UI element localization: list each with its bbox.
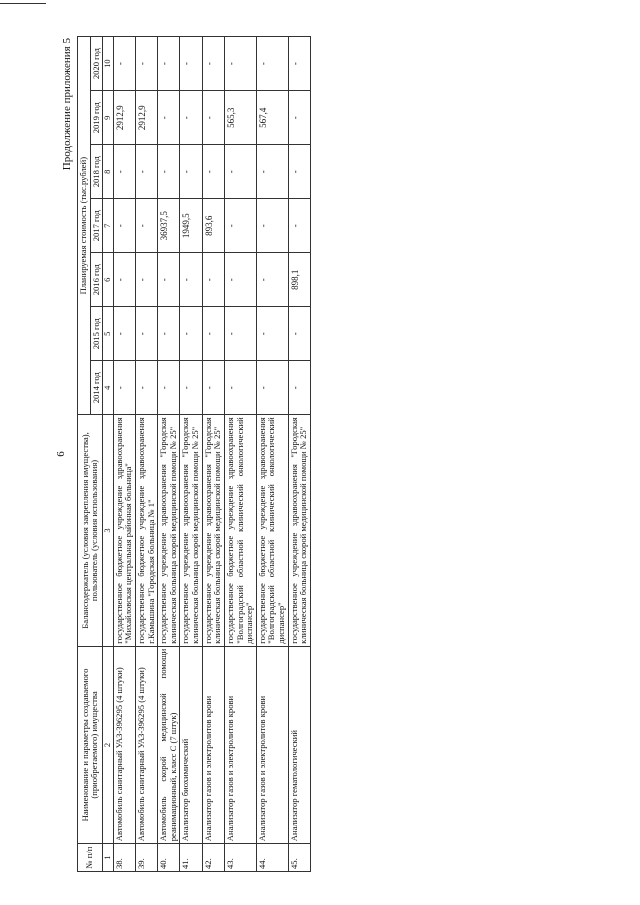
- row-number: 43.: [224, 844, 256, 872]
- cost-2019: 565,3: [224, 91, 256, 145]
- cost-2017: -: [288, 199, 310, 253]
- cost-2019: 2912,9: [135, 91, 157, 145]
- column-index: 8: [103, 145, 113, 199]
- holder-name: государственное учреждение здравоохранения "Городская клиническая больница скорой медицинской помощи № 25": [288, 415, 310, 646]
- row-number: 39.: [135, 844, 157, 872]
- header-year: 2018 год: [90, 145, 103, 199]
- table-row: [113, 37, 135, 872]
- cost-2018: -: [113, 145, 135, 199]
- cost-2018: -: [135, 145, 157, 199]
- top-rule: [0, 3, 46, 4]
- cost-2014: -: [288, 361, 310, 415]
- header-year: 2015 год: [90, 307, 103, 361]
- cost-2018: -: [180, 145, 202, 199]
- row-number: 45.: [288, 844, 310, 872]
- cost-2020: -: [256, 37, 288, 91]
- item-name: Автомобиль скорой медицинской помощи реанимационный, класс С (7 штук): [158, 646, 180, 844]
- continuation-label: Продолжение приложения 5: [61, 38, 73, 171]
- table-row: [256, 37, 288, 872]
- row-number: 38.: [113, 844, 135, 872]
- cost-2018: -: [158, 145, 180, 199]
- cost-2019: -: [158, 91, 180, 145]
- cost-2015: -: [224, 307, 256, 361]
- item-name: Анализатор газов и электролитов крови: [202, 646, 224, 844]
- cost-2020: -: [180, 37, 202, 91]
- column-index: 2: [103, 646, 113, 844]
- cost-2016: -: [158, 253, 180, 307]
- cost-2015: -: [113, 307, 135, 361]
- holder-name: государственное учреждение здравоохранения "Городская клиническая больница скорой медицинской помощи № 25": [180, 415, 202, 646]
- cost-2016: 898,1: [288, 253, 310, 307]
- cost-2020: -: [202, 37, 224, 91]
- item-name: Анализатор гематологический: [288, 646, 310, 844]
- cost-2017: 1949,5: [180, 199, 202, 253]
- item-name: Автомобиль санитарный УАЗ-396295 (4 штуки): [113, 646, 135, 844]
- holder-name: государственное учреждение здравоохранения "Городская клиническая больница скорой медицинской помощи № 25": [202, 415, 224, 646]
- cost-2016: -: [135, 253, 157, 307]
- item-name: Автомобиль санитарный УАЗ-396295 (4 штуки): [135, 646, 157, 844]
- cost-2015: -: [202, 307, 224, 361]
- cost-2015: -: [288, 307, 310, 361]
- cost-2014: -: [224, 361, 256, 415]
- column-index: 4: [103, 361, 113, 415]
- holder-name: государственное бюджетное учреждение здравоохранения "Волгоградский областной клинический онкологический диспансер": [256, 415, 288, 646]
- cost-2019: -: [202, 91, 224, 145]
- table-row: [288, 37, 310, 872]
- cost-2018: -: [256, 145, 288, 199]
- cost-2015: -: [180, 307, 202, 361]
- row-number: 42.: [202, 844, 224, 872]
- page-number: 6: [55, 451, 67, 457]
- cost-2015: -: [135, 307, 157, 361]
- header-year: 2019 год: [90, 91, 103, 145]
- row-number: 44.: [256, 844, 288, 872]
- cost-2016: -: [224, 253, 256, 307]
- column-index: 9: [103, 91, 113, 145]
- column-index: 6: [103, 253, 113, 307]
- rotated-page: [55, 34, 635, 874]
- cost-2019: -: [180, 91, 202, 145]
- cost-2020: -: [288, 37, 310, 91]
- cost-2017: -: [256, 199, 288, 253]
- holder-name: государственное учреждение здравоохранения "Городская клиническая больница скорой медицинской помощи № 25": [158, 415, 180, 646]
- cost-2017: -: [135, 199, 157, 253]
- cost-2017: 36937,5: [158, 199, 180, 253]
- holder-name: государственное бюджетное учреждение здравоохранения "Волгоградский областной клинический онкологический диспансер": [224, 415, 256, 646]
- cost-2018: -: [288, 145, 310, 199]
- property-table: [77, 36, 311, 872]
- item-name: Анализатор газов и электролитов крови: [256, 646, 288, 844]
- header-year: 2016 год: [90, 253, 103, 307]
- cost-2016: -: [180, 253, 202, 307]
- cost-2014: -: [158, 361, 180, 415]
- cost-2014: -: [180, 361, 202, 415]
- cost-2020: -: [224, 37, 256, 91]
- header-cost-group: Планируемая стоимость (тыс.рублей): [78, 37, 91, 415]
- header-row: [78, 37, 91, 872]
- cost-2017: -: [113, 199, 135, 253]
- cost-2015: -: [158, 307, 180, 361]
- header-name: Наименование и параметры создаваемого (приобретаемого) имущества: [78, 646, 103, 844]
- cost-2019: 2912,9: [113, 91, 135, 145]
- cost-2020: -: [158, 37, 180, 91]
- table-row: [180, 37, 202, 872]
- cost-2016: -: [113, 253, 135, 307]
- row-number: 40.: [158, 844, 180, 872]
- header-year: 2020 год: [90, 37, 103, 91]
- row-number: 41.: [180, 844, 202, 872]
- cost-2016: -: [256, 253, 288, 307]
- column-index: 10: [103, 37, 113, 91]
- table-row: [202, 37, 224, 872]
- column-index: 3: [103, 415, 113, 646]
- header-year: 2014 год: [90, 361, 103, 415]
- cost-2017: -: [224, 199, 256, 253]
- cost-2014: -: [113, 361, 135, 415]
- cost-2014: -: [135, 361, 157, 415]
- item-name: Анализатор биохимический: [180, 646, 202, 844]
- header-num: № п/п: [78, 844, 103, 872]
- column-index: 1: [103, 844, 113, 872]
- cost-2018: -: [202, 145, 224, 199]
- holder-name: государственное бюджетное учреждение здравоохранения "Михайловская центральная районная больница": [113, 415, 135, 646]
- cost-2015: -: [256, 307, 288, 361]
- table-row: [135, 37, 157, 872]
- cost-2016: -: [202, 253, 224, 307]
- cost-2017: 893,6: [202, 199, 224, 253]
- header-holder: Балансодержатель (условия закрепления имущества), пользователь (условия использования): [78, 415, 103, 646]
- cost-2014: -: [256, 361, 288, 415]
- column-index: 5: [103, 307, 113, 361]
- cost-2014: -: [202, 361, 224, 415]
- cost-2020: -: [135, 37, 157, 91]
- column-index-row: [103, 37, 113, 872]
- cost-2019: 567,4: [256, 91, 288, 145]
- cost-2020: -: [113, 37, 135, 91]
- holder-name: государственное бюджетное учреждение здравоохранения г.Камышина "Городская больница № 1": [135, 415, 157, 646]
- item-name: Анализатор газов и электролитов крови: [224, 646, 256, 844]
- column-index: 7: [103, 199, 113, 253]
- table-row: [158, 37, 180, 872]
- cost-2019: -: [288, 91, 310, 145]
- cost-2018: -: [224, 145, 256, 199]
- header-year: 2017 год: [90, 199, 103, 253]
- table-row: [224, 37, 256, 872]
